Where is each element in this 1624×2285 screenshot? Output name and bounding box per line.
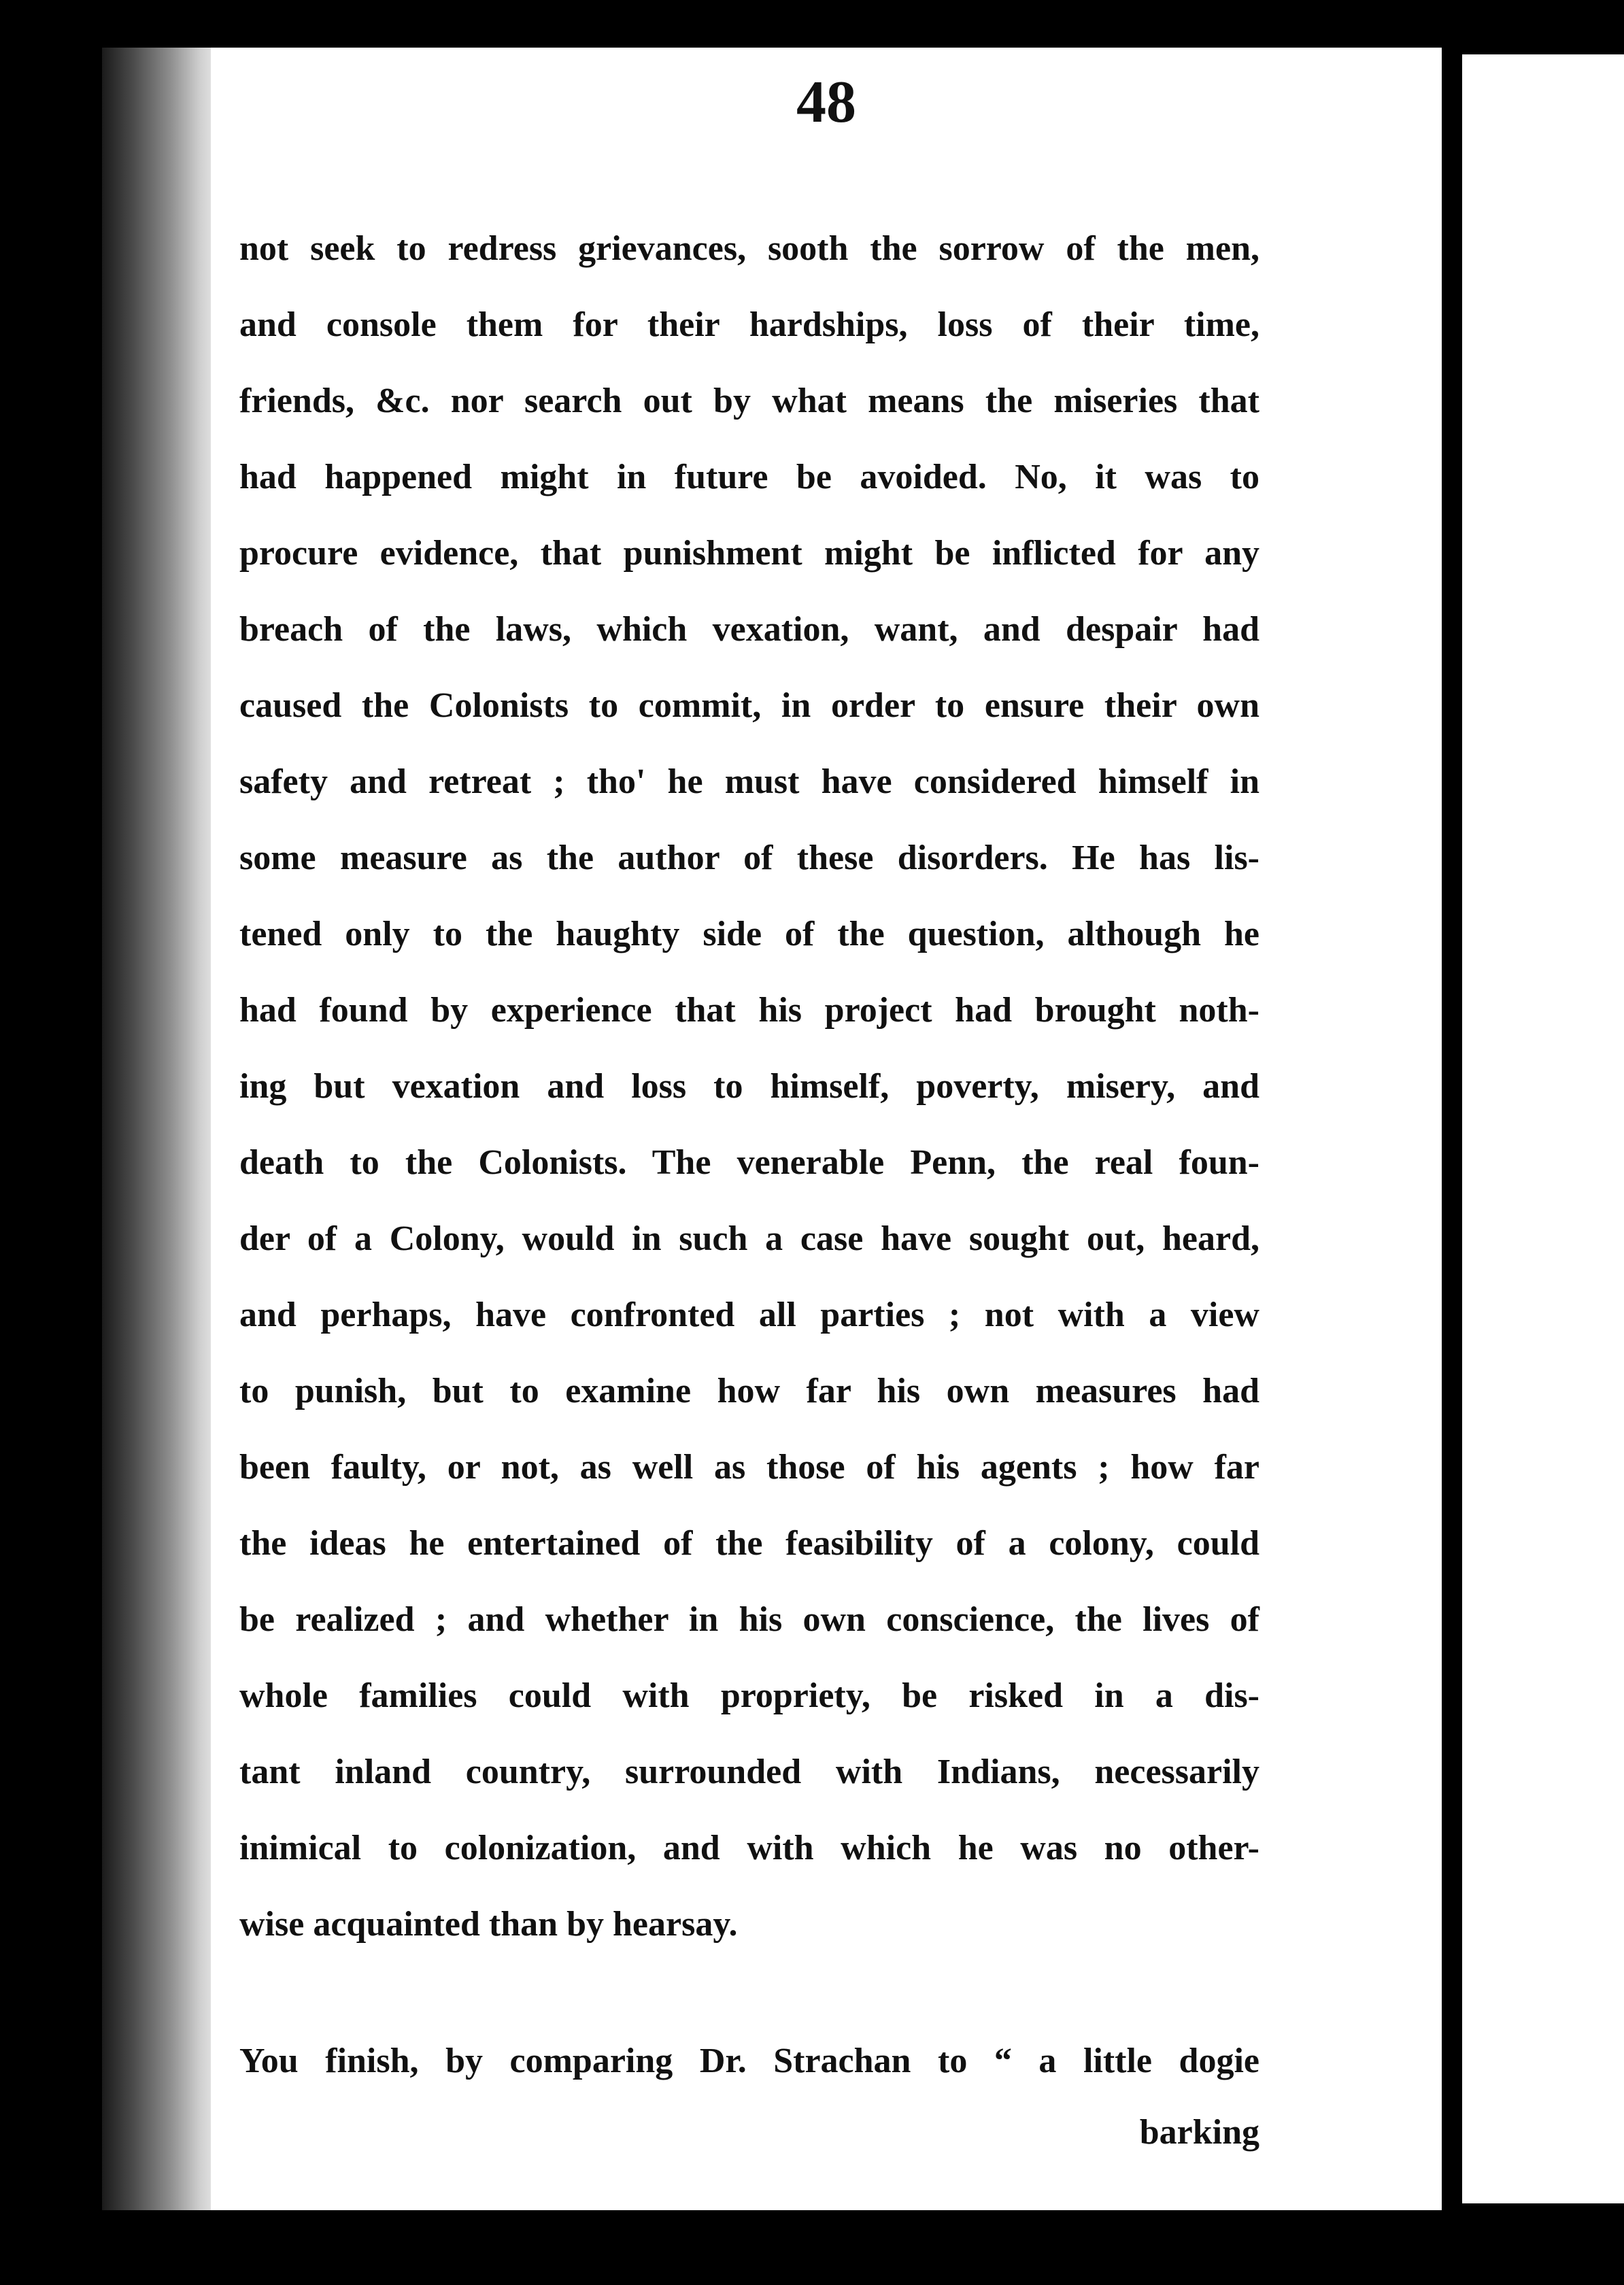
adjacent-page-strip [1462,54,1624,2203]
text-line: der of a Colony, would in such a case have sought out, heard, [239,1219,1259,1258]
catchword: barking [1139,2113,1259,2152]
text-line: ing but vexation and loss to himself, poverty, misery, and [239,1067,1259,1106]
text-line: breach of the laws, which vexation, want, and despair had [239,610,1259,649]
page-number: 48 [796,69,856,135]
text-line: friends, &c. nor search out by what means the miseries that [239,382,1259,420]
text-line: the ideas he entertained of the feasibility of a colony, could [239,1524,1259,1563]
text-line: wise acquainted than by hearsay. [239,1905,738,1944]
text-line: procure evidence, that punishment might be inflicted for any [239,534,1259,573]
text-line: been faulty, or not, as well as those of his agents ; how far [239,1448,1259,1487]
book-page [211,48,1442,2210]
text-line: had found by experience that his project had brought noth- [239,991,1259,1030]
text-line: and console them for their hardships, loss of their time, [239,305,1259,344]
closing-line: You finish, by comparing Dr. Strachan to “ a little dogie [239,2042,1259,2080]
text-line: some measure as the author of these disorders. He has lis- [239,839,1259,877]
text-line: to punish, but to examine how far his own measures had [239,1372,1259,1410]
text-line: had happened might in future be avoided. No, it was to [239,458,1259,496]
body-paragraph [239,211,1259,1963]
text-line: be realized ; and whether in his own conscience, the lives of [239,1600,1259,1639]
book-spine-shadow [102,48,224,2210]
text-line: death to the Colonists. The venerable Penn, the real foun- [239,1143,1259,1182]
text-line: not seek to redress grievances, sooth the sorrow of the men, [239,229,1259,268]
page-edge-shadow [1442,48,1462,2210]
text-line: inimical to colonization, and with which he was no other- [239,1829,1259,1867]
text-line: and perhaps, have confronted all parties ; not with a view [239,1296,1259,1334]
text-line: tened only to the haughty side of the question, although he [239,915,1259,953]
text-line: caused the Colonists to commit, in order to ensure their own [239,686,1259,725]
text-line: tant inland country, surrounded with Indians, necessarily [239,1753,1259,1791]
text-line: whole families could with propriety, be risked in a dis- [239,1676,1259,1715]
text-line: safety and retreat ; tho' he must have considered himself in [239,762,1259,801]
